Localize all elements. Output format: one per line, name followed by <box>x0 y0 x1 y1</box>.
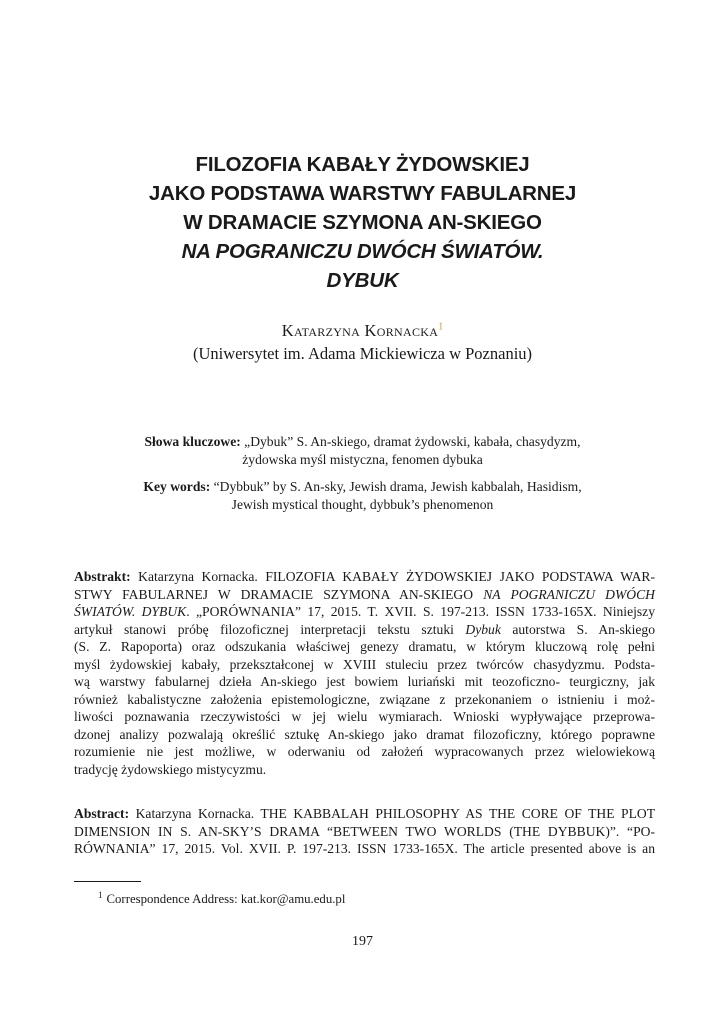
abstract-pl-text: autorstwa S. An-skiego <box>500 621 655 637</box>
abstract-pl-line: tradycję żydowskiego mistycyzmu. <box>74 761 267 777</box>
abstract-pl-text: artykuł stanowi próbę filozoficznej interpretacji tekstu sztuki <box>74 621 466 637</box>
author-affiliation: (Uniwersytet im. Adama Mickiewicza w Poznaniu) <box>192 344 533 363</box>
abstract-polish <box>74 568 655 778</box>
abstract-pl-line: rozumienie nie jest możliwe, w oderwaniu od założeń wypracowanych przez wielowiekową <box>74 744 655 759</box>
abstract-pl-line: (S. Z. Rapoporta) oraz odszukania właściwej genezy dramatu, w którym kluczową rolę pełni <box>74 639 655 654</box>
title-line-1: FILOZOFIA KABAŁY ŻYDOWSKIEJ <box>195 153 530 176</box>
abstract-pl-italic-title: ŚWIATÓW. DYBUK <box>74 604 187 619</box>
abstract-pl-text: STWY FABULARNEJ W DRAMACIE SZYMONA AN-SKIEGO <box>74 586 484 602</box>
keywords-english <box>100 478 625 514</box>
abstract-pl-italic-work: Dybuk <box>465 621 501 637</box>
keywords-polish <box>100 433 625 469</box>
footnote-marker: 1 <box>438 321 444 333</box>
abstract-en-line: RÓWNANIA” 17, 2015. Vol. XVII. P. 197-213. ISSN 1733-165X. The article presented above is an <box>74 841 655 856</box>
keywords-en-line-2: Jewish mystical thought, dybbuk’s phenomenon <box>231 497 494 512</box>
author-block <box>60 319 665 365</box>
footnote-number: 1 <box>98 889 103 900</box>
keywords-en-label: Key words: <box>143 479 211 494</box>
keywords-pl-label: Słowa kluczowe: <box>144 434 241 449</box>
article-title <box>60 150 665 295</box>
author-name: Katarzyna Kornacka <box>281 321 439 340</box>
keywords-pl-line-2: żydowska myśl mistyczna, fenomen dybuka <box>242 452 483 467</box>
footnote <box>98 891 345 907</box>
keywords-pl-line-1: „Dybuk” S. An-skiego, dramat żydowski, kabała, chasydyzm, <box>240 434 581 449</box>
title-line-3: W DRAMACIE SZYMONA AN-SKIEGO <box>183 211 542 234</box>
abstract-english <box>74 805 655 858</box>
abstract-pl-line: myśl żydowskiej kabały, przekształconej w XVIII stuleciu przez twórców chasydyzmu. Podsta- <box>74 656 655 672</box>
abstract-pl-text: Katarzyna Kornacka. FILOZOFIA KABAŁY ŻYDOWSKIEJ JAKO PODSTAWA WAR- <box>130 569 655 584</box>
footnote-text: Correspondence Address: kat.kor@amu.edu.pl <box>106 892 346 906</box>
page-number: 197 <box>352 934 373 949</box>
abstract-en-text: Katarzyna Kornacka. THE KABBALAH PHILOSOPHY AS THE CORE OF THE PLOT <box>129 806 655 821</box>
title-line-5: DYBUK <box>326 269 399 292</box>
keywords-en-line-1: “Dybbuk” by S. An-sky, Jewish drama, Jewish kabbalah, Hasidism, <box>210 479 582 494</box>
abstract-pl-line: również kabalistyczne założenia epistemologiczne, związane z przekonaniem o istnieniu i moż- <box>74 691 655 707</box>
abstract-en-line: DIMENSION IN S. AN-SKY’S DRAMA “BETWEEN TWO WORLDS (THE DYBBUK)”. “PO- <box>74 823 655 839</box>
abstract-pl-label: Abstrakt: <box>74 569 131 584</box>
abstract-pl-line: wą warstwy fabularnej dzieła An-skiego jest bowiem luriański mit teozoficzno- teurgiczny, jak <box>74 674 655 689</box>
abstract-pl-italic-title: NA POGRANICZU DWÓCH <box>483 586 655 602</box>
abstract-pl-line: liwości poznawania rzeczywistości w jej wielu wymiarach. Wnioski wypływające przeprowa- <box>74 709 655 724</box>
footnote-divider <box>74 881 141 882</box>
abstract-en-label: Abstract: <box>74 806 130 821</box>
title-line-4: NA POGRANICZU DWÓCH ŚWIATÓW. <box>181 240 544 263</box>
abstract-pl-text: . „PORÓWNANIA” 17, 2015. T. XVII. S. 197-213. ISSN 1733-165X. Niniejszy <box>186 604 656 619</box>
title-line-2: JAKO PODSTAWA WARSTWY FABULARNEJ <box>148 182 577 205</box>
abstract-pl-line: dzonej analizy pozwalają określić sztukę An-skiego jako dramat filozoficzny, którego poprawne <box>74 726 655 742</box>
